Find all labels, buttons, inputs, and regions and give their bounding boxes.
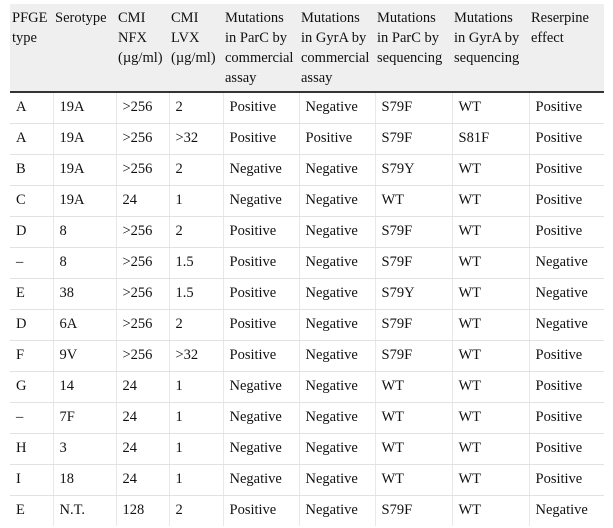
serotype-cell: 14 <box>53 371 116 402</box>
gyra-sequencing-cell: WT <box>452 495 529 526</box>
reserpine-effect-cell: Negative <box>535 502 588 519</box>
cmi-nfx-cell: >256 <box>116 216 169 247</box>
gyra-commercial-cell: Negative <box>299 92 375 123</box>
table-body <box>10 92 604 526</box>
cmi-nfx-cell: >256 <box>116 92 169 123</box>
parc-commercial-cell: Positive <box>223 247 299 278</box>
table-row <box>10 185 604 216</box>
serotype-cell: 19A <box>53 92 116 123</box>
gyra-commercial-cell: Negative <box>299 185 375 216</box>
cmi-nfx-cell: >256 <box>116 309 169 340</box>
gyra-sequencing-cell: WT <box>452 309 529 340</box>
pfge-type-cell: H <box>10 433 53 464</box>
column-header-parc-commercial: Mutations in ParC by commercial assay <box>225 10 294 86</box>
serotype-cell: 7F <box>53 402 116 433</box>
table-row <box>10 464 604 495</box>
column-header-serotype: Serotype <box>55 10 107 26</box>
column-header-gyra-sequencing: Mutations in GyrA by sequencing <box>454 10 520 66</box>
parc-sequencing-cell: S79F <box>375 247 452 278</box>
cmi-lvx-cell: >32 <box>169 340 223 371</box>
table-row <box>10 371 604 402</box>
parc-commercial-cell: Negative <box>223 185 299 216</box>
column-header-cmi-lvx: CMI LVX (µg/ml) <box>171 10 216 66</box>
cmi-lvx-cell: 1 <box>169 185 223 216</box>
parc-sequencing-cell: S79Y <box>375 278 452 309</box>
reserpine-effect-cell: Positive <box>529 123 604 154</box>
parc-sequencing-cell: S79F <box>375 495 452 526</box>
parc-sequencing-cell: WT <box>375 371 452 402</box>
pfge-type-cell: F <box>10 340 53 371</box>
serotype-cell: 19A <box>53 123 116 154</box>
serotype-cell: 18 <box>53 464 116 495</box>
cmi-nfx-cell: >256 <box>116 247 169 278</box>
gyra-commercial-cell: Negative <box>299 278 375 309</box>
gyra-commercial-cell: Negative <box>299 464 375 495</box>
serotype-cell: N.T. <box>53 495 116 526</box>
table-row <box>10 340 604 371</box>
parc-commercial-cell: Positive <box>223 123 299 154</box>
cmi-nfx-cell: 24 <box>116 464 169 495</box>
pfge-type-cell: E <box>10 278 53 309</box>
gyra-commercial-cell: Negative <box>299 402 375 433</box>
pfge-type-cell: B <box>10 154 53 185</box>
serotype-cell: 19A <box>53 185 116 216</box>
table-row <box>10 309 604 340</box>
cmi-nfx-cell: >256 <box>116 278 169 309</box>
gyra-commercial-cell: Negative <box>299 340 375 371</box>
cmi-nfx-cell: 24 <box>116 433 169 464</box>
table-row <box>10 278 604 309</box>
gyra-commercial-cell: Negative <box>299 309 375 340</box>
cmi-lvx-cell: >32 <box>169 123 223 154</box>
pfge-type-cell: – <box>10 402 53 433</box>
gyra-commercial-cell: Negative <box>299 371 375 402</box>
cmi-nfx-cell: 24 <box>116 185 169 216</box>
cmi-nfx-cell: 24 <box>116 402 169 433</box>
reserpine-effect-cell: Positive <box>529 185 604 216</box>
gyra-sequencing-cell: WT <box>452 278 529 309</box>
reserpine-effect-cell: Negative <box>529 247 604 278</box>
reserpine-effect-cell: Positive <box>529 371 604 402</box>
cmi-nfx-cell: 128 <box>116 495 169 526</box>
serotype-cell: 6A <box>53 309 116 340</box>
cmi-nfx-cell: >256 <box>116 123 169 154</box>
parc-sequencing-cell: WT <box>375 464 452 495</box>
pfge-type-cell: D <box>10 216 53 247</box>
column-header-parc-sequencing: Mutations in ParC by sequencing <box>377 10 443 66</box>
gyra-sequencing-cell: WT <box>452 216 529 247</box>
cmi-lvx-cell: 1 <box>169 433 223 464</box>
gyra-sequencing-cell: WT <box>452 92 529 123</box>
parc-commercial-cell: Negative <box>223 402 299 433</box>
table-row <box>10 154 604 185</box>
gyra-sequencing-cell: WT <box>452 464 529 495</box>
parc-commercial-cell: Positive <box>223 309 299 340</box>
gyra-sequencing-cell: WT <box>452 340 529 371</box>
serotype-cell: 8 <box>53 247 116 278</box>
reserpine-effect-cell: Positive <box>529 154 604 185</box>
parc-commercial-cell: Negative <box>223 433 299 464</box>
reserpine-effect-cell: Positive <box>529 402 604 433</box>
table-row <box>10 247 604 278</box>
column-header-reserpine-effect: Reserpine effect <box>531 10 589 46</box>
column-header-pfge-type: PFGE type <box>12 10 48 46</box>
parc-commercial-cell: Negative <box>223 464 299 495</box>
cmi-nfx-cell: >256 <box>116 154 169 185</box>
gyra-commercial-cell: Negative <box>299 495 375 526</box>
reserpine-effect-cell: Positive <box>529 340 604 371</box>
column-header-cmi-nfx: CMI NFX (µg/ml) <box>118 10 163 66</box>
serotype-cell: 19A <box>53 154 116 185</box>
cmi-lvx-cell: 1 <box>169 371 223 402</box>
table-row <box>10 402 604 433</box>
pfge-type-cell: – <box>10 247 53 278</box>
cmi-lvx-cell: 2 <box>169 216 223 247</box>
serotype-cell: 9V <box>53 340 116 371</box>
parc-commercial-cell: Positive <box>223 92 299 123</box>
table-header-row <box>10 4 604 92</box>
cmi-nfx-cell: 24 <box>116 371 169 402</box>
cmi-lvx-cell: 1.5 <box>169 278 223 309</box>
gyra-commercial-cell: Negative <box>299 247 375 278</box>
cmi-lvx-cell: 1 <box>169 464 223 495</box>
pfge-type-cell: C <box>10 185 53 216</box>
parc-sequencing-cell: S79F <box>375 216 452 247</box>
column-header-gyra-commercial: Mutations in GyrA by commercial assay <box>301 10 370 86</box>
reserpine-effect-cell: Positive <box>529 433 604 464</box>
reserpine-effect-cell: Positive <box>529 216 604 247</box>
reserpine-effect-cell: Positive <box>529 92 604 123</box>
parc-commercial-cell: Positive <box>223 495 299 526</box>
table-row <box>10 216 604 247</box>
cmi-lvx-cell: 2 <box>169 495 223 526</box>
parc-sequencing-cell: WT <box>375 185 452 216</box>
serotype-cell: 3 <box>53 433 116 464</box>
parc-sequencing-cell: S79F <box>375 340 452 371</box>
gyra-sequencing-cell: WT <box>452 185 529 216</box>
data-table <box>10 4 604 526</box>
gyra-sequencing-cell: WT <box>452 433 529 464</box>
parc-commercial-cell: Positive <box>223 340 299 371</box>
cmi-lvx-cell: 2 <box>169 309 223 340</box>
gyra-commercial-cell: Positive <box>299 123 375 154</box>
cmi-lvx-cell: 1.5 <box>169 247 223 278</box>
parc-sequencing-cell: S79F <box>375 92 452 123</box>
parc-sequencing-cell: WT <box>375 433 452 464</box>
parc-commercial-cell: Positive <box>223 278 299 309</box>
reserpine-effect-cell: Negative <box>529 278 604 309</box>
gyra-sequencing-cell: WT <box>452 154 529 185</box>
reserpine-effect-cell: Positive <box>529 464 604 495</box>
parc-commercial-cell: Positive <box>223 216 299 247</box>
parc-commercial-cell: Negative <box>223 371 299 402</box>
gyra-commercial-cell: Negative <box>299 433 375 464</box>
pfge-type-cell: I <box>10 464 53 495</box>
parc-sequencing-cell: S79Y <box>375 154 452 185</box>
table-row <box>10 92 604 123</box>
cmi-lvx-cell: 2 <box>169 92 223 123</box>
parc-sequencing-cell: WT <box>375 402 452 433</box>
pfge-type-cell: G <box>10 371 53 402</box>
table-row <box>10 123 604 154</box>
gyra-commercial-cell: Negative <box>299 154 375 185</box>
cmi-lvx-cell: 2 <box>169 154 223 185</box>
serotype-cell: 38 <box>53 278 116 309</box>
serotype-cell: 8 <box>53 216 116 247</box>
pfge-type-cell: D <box>10 309 53 340</box>
cmi-lvx-cell: 1 <box>169 402 223 433</box>
pfge-type-cell: A <box>10 92 53 123</box>
gyra-sequencing-cell: WT <box>452 247 529 278</box>
reserpine-effect-cell: Negative <box>529 309 604 340</box>
pfge-type-cell: E <box>10 495 53 526</box>
gyra-sequencing-cell: S81F <box>452 123 529 154</box>
parc-sequencing-cell: S79F <box>375 123 452 154</box>
cmi-nfx-cell: >256 <box>116 340 169 371</box>
parc-sequencing-cell: S79F <box>375 309 452 340</box>
gyra-sequencing-cell: WT <box>452 402 529 433</box>
gyra-commercial-cell: Negative <box>299 216 375 247</box>
parc-commercial-cell: Negative <box>223 154 299 185</box>
gyra-sequencing-cell: WT <box>452 371 529 402</box>
table-row <box>10 495 604 526</box>
table-row <box>10 433 604 464</box>
pfge-type-cell: A <box>10 123 53 154</box>
